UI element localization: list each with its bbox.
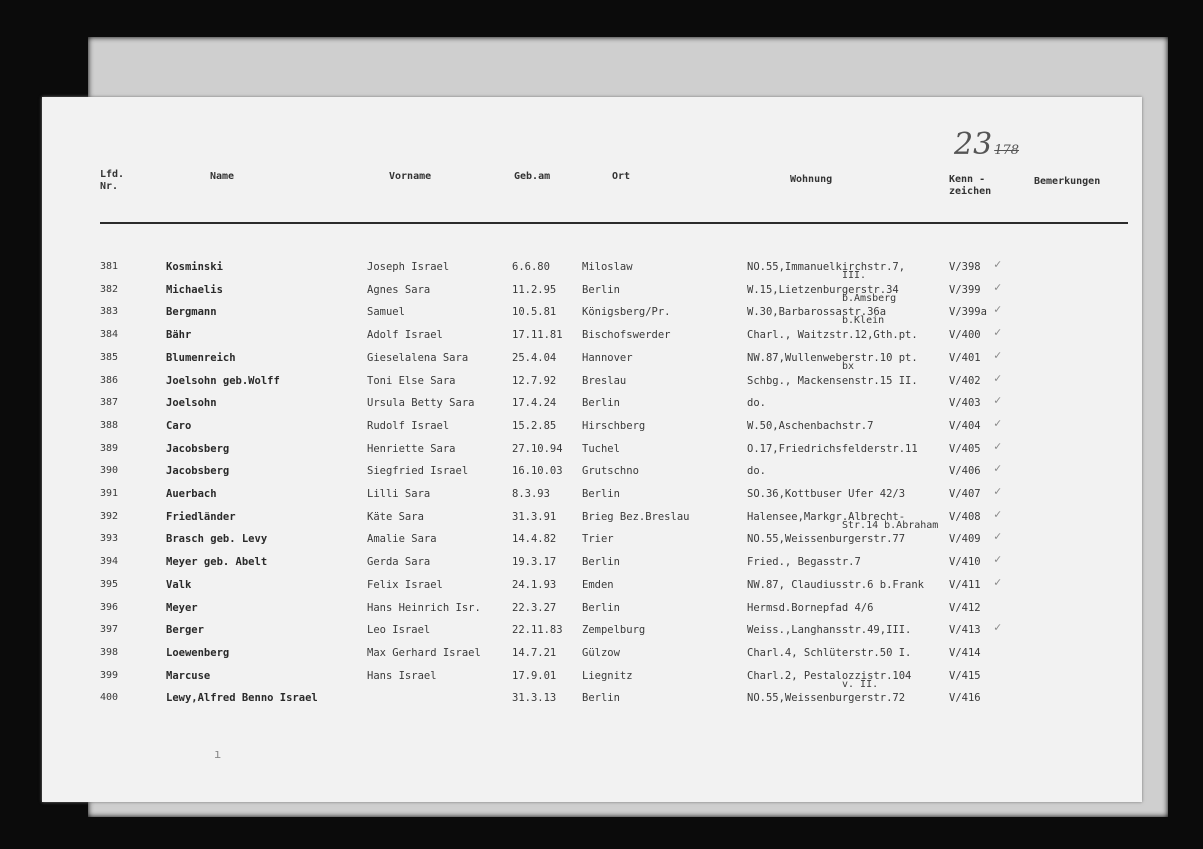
row-geb: 31.3.91	[512, 510, 557, 523]
row-nr: 382	[100, 283, 119, 295]
row-name: Lewy,Alfred Benno Israel	[166, 692, 318, 705]
row-geb: 22.3.27	[512, 601, 557, 614]
row-wohnung: NW.87,Wullenweberstr.10 pt.	[747, 351, 918, 364]
row-geb: 14.7.21	[512, 646, 557, 659]
row-wohnung: Charl.2, Pestalozzistr.104	[747, 669, 912, 682]
row-name: Joelsohn geb.Wolff	[166, 374, 280, 387]
row-name: Michaelis	[166, 283, 223, 296]
header-bemerkungen: Bemerkungen	[1034, 176, 1101, 187]
row-wohnung-note: Str.14 b.Abraham	[842, 519, 939, 531]
page-number	[954, 127, 1019, 162]
row-ort: Berlin	[582, 556, 620, 569]
row-ort: Gülzow	[582, 646, 620, 659]
row-wohnung-note: bx	[842, 360, 855, 372]
row-wohnung-note: b.Klein	[842, 315, 885, 327]
row-vorname: Gieselalena Sara	[367, 351, 469, 364]
row-mark: ✓	[994, 257, 1002, 271]
row-nr: 391	[100, 488, 119, 499]
row-name: Jacobsberg	[166, 465, 230, 478]
row-nr: 388	[100, 419, 119, 431]
row-kz: V/402	[949, 374, 981, 387]
row-vorname: Adolf Israel	[367, 329, 443, 342]
row-ort: Breslau	[582, 374, 627, 387]
row-vorname: Käte Sara	[367, 510, 424, 523]
row-name: Meyer	[166, 601, 198, 614]
row-ort: Tuchel	[582, 442, 620, 455]
row-geb: 17.4.24	[512, 397, 557, 410]
row-geb: 10.5.81	[512, 306, 557, 319]
row-vorname: Leo Israel	[367, 624, 431, 637]
row-nr: 400	[100, 692, 119, 704]
row-ort: Miloslaw	[582, 261, 633, 273]
row-geb: 17.9.01	[512, 669, 557, 682]
row-vorname: Agnes Sara	[367, 283, 431, 296]
row-name: Joelsohn	[166, 397, 217, 410]
row-geb: 6.6.80	[512, 261, 550, 273]
row-name: Brasch geb. Levy	[166, 533, 268, 546]
row-wohnung: Hermsd.Bornepfad 4/6	[747, 601, 874, 614]
row-vorname: Max Gerhard Israel	[367, 646, 481, 659]
row-mark: ✓	[994, 506, 1002, 521]
row-kz: V/399a	[949, 306, 987, 319]
row-geb: 19.3.17	[512, 556, 557, 569]
row-wohnung: Weiss.,Langhansstr.49,III.	[747, 624, 912, 637]
header-lfd	[100, 169, 124, 193]
row-ort: Berlin	[582, 397, 620, 410]
header-lfd-line1: Lfd.	[100, 169, 125, 180]
row-ort: Bischofswerder	[582, 329, 671, 342]
row-vorname: Hans Heinrich Isr.	[367, 601, 481, 614]
row-wohnung-note: b.Amsberg	[842, 292, 897, 304]
row-mark: ✓	[994, 279, 1002, 294]
page-number-struck: 178	[994, 143, 1020, 158]
row-wohnung: do.	[747, 465, 766, 478]
row-kz: V/401	[949, 351, 981, 364]
row-vorname: Siegfried Israel	[367, 465, 469, 478]
row-nr: 384	[100, 329, 119, 341]
row-geb: 8.3.93	[512, 488, 550, 500]
row-kz: V/403	[949, 397, 981, 410]
row-kz: V/407	[949, 488, 981, 500]
stray-mark: ı	[214, 747, 222, 761]
header-vorname: Vorname	[389, 171, 432, 182]
row-wohnung: Charl., Waitzstr.12,Gth.pt.	[747, 329, 918, 342]
row-geb: 22.11.83	[512, 624, 563, 637]
row-wohnung: O.17,Friedrichsfelderstr.11	[747, 442, 918, 455]
header-name: Name	[210, 171, 235, 182]
row-wohnung: W.30,Barbarossastr.36a	[747, 306, 887, 319]
row-vorname: Hans Israel	[367, 669, 437, 682]
row-wohnung-note: III.	[842, 270, 867, 281]
row-vorname: Felix Israel	[367, 578, 443, 591]
row-wohnung: W.15,Lietzenburgerstr.34	[747, 283, 899, 296]
header-ort: Ort	[612, 171, 631, 182]
header-kennzeichen-line1: Kenn -	[949, 174, 986, 185]
row-vorname: Ursula Betty Sara	[367, 397, 475, 410]
row-mark: ✓	[994, 574, 1002, 589]
row-mark: ✓	[994, 370, 1002, 385]
row-wohnung: Halensee,Markgr.Albrecht-	[747, 510, 906, 523]
row-nr: 381	[100, 261, 119, 272]
row-wohnung: NO.55,Weissenburgerstr.77	[747, 533, 906, 546]
page-number-value: 23	[954, 127, 993, 162]
row-wohnung: SO.36,Kottbuser Ufer 42/3	[747, 488, 906, 500]
row-name: Meyer geb. Abelt	[166, 556, 268, 569]
row-kz: V/400	[949, 329, 981, 342]
row-geb: 11.2.95	[512, 283, 557, 296]
row-name: Auerbach	[166, 488, 217, 500]
row-kz: V/412	[949, 601, 981, 614]
row-kz: V/413	[949, 624, 981, 637]
row-wohnung: NO.55,Immanuelkirchstr.7,	[747, 261, 906, 273]
row-vorname: Henriette Sara	[367, 442, 456, 455]
row-name: Bergmann	[166, 306, 217, 319]
row-nr: 394	[100, 556, 119, 568]
row-vorname: Gerda Sara	[367, 556, 431, 569]
row-ort: Zempelburg	[582, 624, 646, 637]
row-ort: Brieg Bez.Breslau	[582, 510, 690, 523]
row-wohnung: Fried., Begasstr.7	[747, 556, 861, 569]
row-wohnung: NW.87, Claudiusstr.6 b.Frank	[747, 578, 925, 591]
row-geb: 12.7.92	[512, 374, 557, 387]
row-vorname: Samuel	[367, 306, 405, 319]
row-wohnung-note: v. II.	[842, 678, 879, 690]
row-name: Kosminski	[166, 261, 223, 273]
row-nr: 385	[100, 351, 119, 363]
row-kz: V/399	[949, 283, 981, 296]
row-nr: 387	[100, 397, 119, 409]
row-kz: V/406	[949, 465, 981, 478]
row-vorname: Toni Else Sara	[367, 374, 456, 387]
row-mark: ✓	[994, 461, 1002, 476]
header-rule	[100, 222, 1128, 224]
row-name: Jacobsberg	[166, 442, 230, 455]
row-kz: V/404	[949, 419, 981, 432]
row-nr: 392	[100, 510, 119, 522]
row-ort: Hannover	[582, 351, 633, 364]
row-name: Marcuse	[166, 669, 211, 682]
row-geb: 24.1.93	[512, 578, 557, 591]
row-ort: Grutschno	[582, 465, 639, 478]
row-kz: V/398	[949, 261, 981, 273]
row-name: Valk	[166, 578, 192, 591]
row-vorname: Lilli Sara	[367, 488, 431, 500]
row-kz: V/410	[949, 556, 981, 569]
row-mark: ✓	[994, 438, 1002, 453]
row-mark: ✓	[994, 393, 1002, 408]
row-nr: 383	[100, 306, 119, 318]
row-vorname: Amalie Sara	[367, 533, 437, 546]
row-nr: 396	[100, 601, 119, 613]
row-wohnung: Schbg., Mackensenstr.15 II.	[747, 374, 918, 387]
row-kz: V/416	[949, 692, 981, 705]
row-kz: V/415	[949, 669, 981, 682]
row-name: Caro	[166, 419, 192, 432]
row-name: Blumenreich	[166, 351, 236, 364]
row-name: Berger	[166, 624, 204, 637]
row-ort: Berlin	[582, 283, 620, 296]
row-nr: 399	[100, 669, 119, 681]
row-kz: V/405	[949, 442, 981, 455]
row-geb: 15.2.85	[512, 419, 557, 432]
row-mark: ✓	[994, 484, 1002, 498]
row-vorname: Joseph Israel	[367, 261, 450, 273]
row-mark: ✓	[994, 620, 1002, 635]
header-geb: Geb.am	[514, 171, 551, 182]
row-ort: Liegnitz	[582, 669, 633, 682]
row-mark: ✓	[994, 552, 1002, 567]
row-kz: V/408	[949, 510, 981, 523]
row-geb: 25.4.04	[512, 351, 557, 364]
row-name: Loewenberg	[166, 646, 230, 659]
header-kennzeichen	[949, 174, 991, 198]
header-kennzeichen-line2: zeichen	[949, 186, 992, 197]
row-nr: 398	[100, 646, 119, 658]
row-vorname: Rudolf Israel	[367, 419, 450, 432]
row-mark: ✓	[994, 325, 1002, 340]
row-nr: 395	[100, 578, 119, 590]
row-kz: V/411	[949, 578, 981, 591]
header-lfd-line2: Nr.	[100, 181, 119, 192]
row-geb: 17.11.81	[512, 329, 563, 342]
row-mark: ✓	[994, 415, 1002, 430]
row-geb: 27.10.94	[512, 442, 563, 455]
row-nr: 397	[100, 624, 119, 636]
row-name: Friedländer	[166, 510, 236, 523]
row-nr: 390	[100, 465, 119, 477]
row-nr: 386	[100, 374, 119, 386]
row-geb: 14.4.82	[512, 533, 557, 546]
row-ort: Berlin	[582, 692, 620, 705]
row-ort: Königsberg/Pr.	[582, 306, 671, 319]
row-ort: Trier	[582, 533, 614, 546]
header-wohnung: Wohnung	[790, 174, 833, 185]
row-kz: V/409	[949, 533, 981, 546]
row-ort: Berlin	[582, 601, 620, 614]
row-geb: 16.10.03	[512, 465, 563, 478]
row-kz: V/414	[949, 646, 981, 659]
row-ort: Hirschberg	[582, 419, 646, 432]
row-ort: Berlin	[582, 488, 620, 500]
row-mark: ✓	[994, 529, 1002, 544]
document-sheet	[42, 97, 1142, 802]
row-ort: Emden	[582, 578, 614, 591]
row-geb: 31.3.13	[512, 692, 557, 705]
row-mark: ✓	[994, 302, 1002, 317]
row-wohnung: NO.55,Weissenburgerstr.72	[747, 692, 906, 705]
row-nr: 393	[100, 533, 119, 545]
row-name: Bähr	[166, 329, 192, 342]
row-nr: 389	[100, 442, 119, 454]
row-mark: ✓	[994, 347, 1002, 362]
row-wohnung: W.50,Aschenbachstr.7	[747, 419, 874, 432]
row-wohnung: do.	[747, 397, 766, 410]
row-wohnung: Charl.4, Schlüterstr.50 I.	[747, 646, 912, 659]
